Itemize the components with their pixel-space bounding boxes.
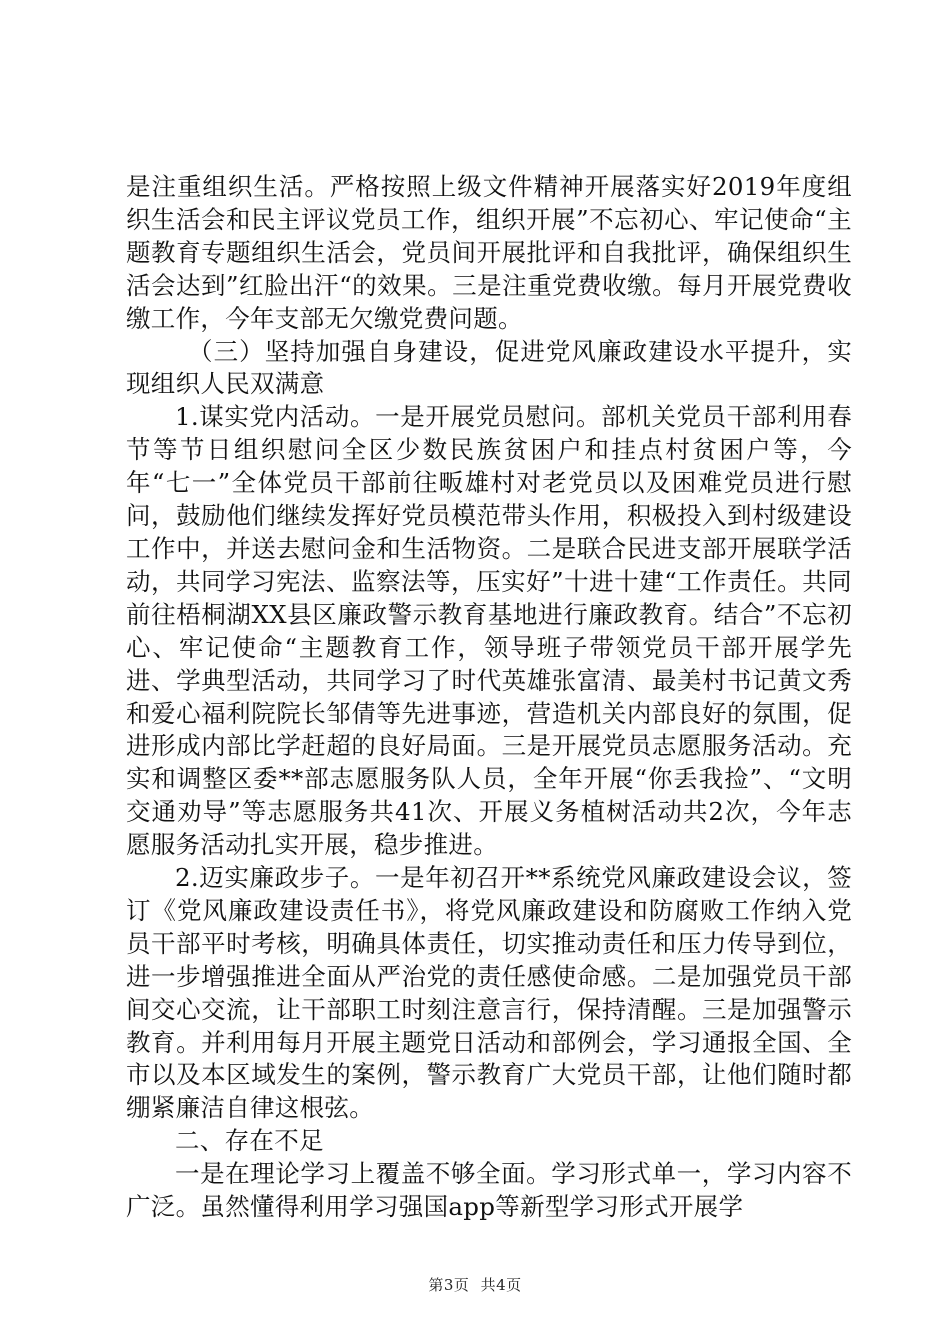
paragraph-party-activities: 1.谋实党内活动。一是开展党员慰问。部机关党员干部利用春节等节日组织慰问全区少数民族贫困户和挂点村贫困户等，今年“七一”全体党员干部前往畈雄村对老党员以及困难党员进行慰问，鼓励他们继续发挥好党员模范带头作用，积极投入到村级建设工作中，并送去慰问金和生活物资。二是联合民进支部开展联学活动，共同学习宪法、监察法等，压实好”十进十建“工作责任。共同前往梧桐湖XX县区廉政警示教育基地进行廉政教育。结合”不忘初心、牢记使命“主题教育工作，领导班子带领党员干部开展学先进、学典型活动，共同学习了时代英雄张富清、最美村书记黄文秀和爱心福利院院长邹倩等先进事迹，营造机关内部良好的氛围，促进形成内部比学赶超的良好局面。三是开展党员志愿服务活动。充实和调整区委**部志愿服务队人员，全年开展“你丢我捡”、“文明交通劝导”等志愿服务共41次、开展义务植树活动共2次，今年志愿服务活动扎实开展，稳步推进。 — [126, 402, 853, 860]
document-body — [126, 171, 852, 1224]
page-number-current: 第3页 — [428, 1276, 470, 1294]
page-number-total: 共4页 — [480, 1276, 522, 1294]
section-heading-self-building: （三）坚持加强自身建设，促进党风廉政建设水平提升，实现组织人民双满意 — [126, 336, 852, 399]
page-footer — [0, 1274, 950, 1295]
paragraph-clean-government: 2.迈实廉政步子。一是年初召开**系统党风廉政建设会议，签订《党风廉政建设责任书》，将党风廉政建设和防腐败工作纳入党员干部平时考核，明确具体责任，切实推动责任和压力传导到位，进一步增强推进全面从严治党的责任感使命感。二是加强党员干部间交心交流，让干部职工时刻注意言行，保持清醒。三是加强警示教育。并利用每月开展主题党日活动和部例会，学习通报全国、全市以及本区域发生的案例，警示教育广大党员干部，让他们随时都绷紧廉洁自律这根弦。 — [126, 863, 852, 1123]
section-heading-shortcomings: 二、存在不足 — [175, 1126, 324, 1156]
paragraph-theory-study: 一是在理论学习上覆盖不够全面。学习形式单一，学习内容不广泛。虽然懂得利用学习强国app等新型学习形式开展学 — [126, 1159, 852, 1222]
paragraph-party-life: 是注重组织生活。严格按照上级文件精神开展落实好2019年度组织生活会和民主评议党员工作，组织开展”不忘初心、牢记使命“主题教育专题组织生活会，党员间开展批评和自我批评，确保组织生活会达到”红脸出汗“的效果。三是注重党费收缴。每月开展党费收缴工作，今年支部无欠缴党费问题。 — [126, 172, 852, 333]
